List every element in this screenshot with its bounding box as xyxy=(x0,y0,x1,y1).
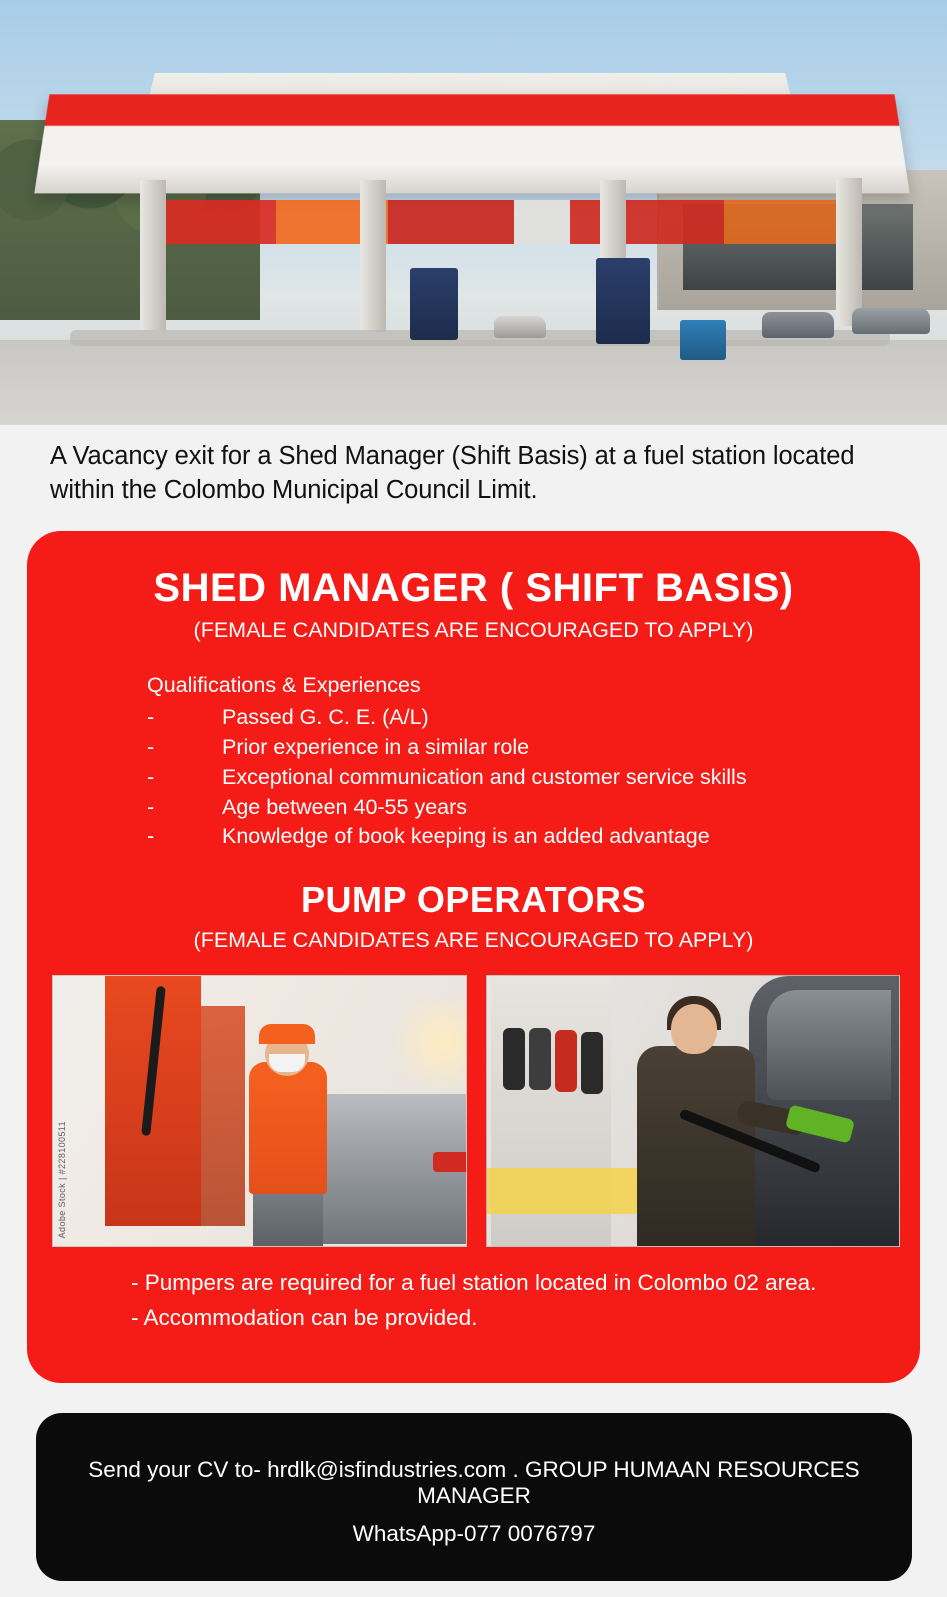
canopy-pillar xyxy=(360,180,386,332)
operator-head xyxy=(671,1004,717,1054)
fuel-nozzle xyxy=(503,1028,525,1090)
pump-operator-notes xyxy=(131,1266,891,1336)
list-item xyxy=(147,703,887,733)
list-item xyxy=(147,733,887,763)
face-mask xyxy=(269,1054,305,1072)
footer-whatsapp-line[interactable]: WhatsApp-077 0076797 xyxy=(352,1521,596,1546)
bullet-dash: - xyxy=(147,734,155,759)
fuel-station-hero-image xyxy=(0,0,947,425)
photo-attendant-fueling-car xyxy=(52,975,467,1247)
bullet-dash: - xyxy=(147,764,155,789)
note-line: - Accommodation can be provided. xyxy=(131,1304,478,1330)
attendant-cap xyxy=(259,1024,315,1044)
parked-car xyxy=(494,316,546,338)
note-line: - Pumpers are required for a fuel station located in Colombo 02 area. xyxy=(131,1270,817,1295)
fuel-nozzle xyxy=(529,1028,551,1090)
bullet-dash: - xyxy=(147,704,155,729)
intro-paragraph: A Vacancy exit for a Shed Manager (Shift Basis) at a fuel station located within the Colombo Municipal Council Limit. xyxy=(50,442,855,504)
job-title-shed-manager: SHED MANAGER ( SHIFT BASIS) xyxy=(153,566,794,610)
fuel-nozzle xyxy=(581,1032,603,1094)
canopy-pillar xyxy=(140,180,166,330)
job-subtitle-pump-operators: (FEMALE CANDIDATES ARE ENCOURAGED TO APPLY) xyxy=(193,928,754,952)
parked-car xyxy=(852,308,930,334)
qualification-text: Knowledge of book keeping is an added advantage xyxy=(222,824,710,849)
bullet-dash: - xyxy=(147,824,155,849)
fuel-nozzle xyxy=(555,1030,577,1092)
contact-footer xyxy=(36,1413,912,1581)
job-title-pump-operators: PUMP OPERATORS xyxy=(300,879,647,920)
list-item xyxy=(147,822,887,852)
canopy-pillar xyxy=(836,178,862,326)
bullet-dash: - xyxy=(147,794,155,819)
car-window xyxy=(767,990,891,1100)
qualification-text: Prior experience in a similar role xyxy=(222,734,530,759)
parked-car xyxy=(762,312,834,338)
fuel-dispenser xyxy=(596,258,650,344)
sun-flare xyxy=(383,998,467,1088)
qualification-text: Exceptional communication and customer service skills xyxy=(222,764,747,789)
footer-email-line[interactable]: Send your CV to- hrdlk@isfindustries.com . GROUP HUMAAN RESOURCES MANAGER xyxy=(88,1457,860,1508)
forecourt-ground xyxy=(0,340,947,425)
attendant-uniform xyxy=(249,1062,327,1194)
operator-jacket xyxy=(637,1046,755,1246)
qualifications-block xyxy=(147,671,887,852)
fuel-dispenser-secondary xyxy=(201,1006,245,1226)
canopy-sign-band xyxy=(150,200,850,244)
photo-woman-fueling-car xyxy=(486,975,901,1247)
job-subtitle-shed-manager: (FEMALE CANDIDATES ARE ENCOURAGED TO APPLY) xyxy=(193,618,754,642)
qualification-text: Age between 40-55 years xyxy=(222,794,468,819)
fuel-dispenser xyxy=(410,268,458,340)
qualifications-heading: Qualifications & Experiences xyxy=(147,673,421,697)
qualification-text: Passed G. C. E. (A/L) xyxy=(222,704,429,729)
stock-photo-watermark: Adobe Stock | #228100511 xyxy=(57,1120,67,1238)
station-canopy xyxy=(34,94,909,193)
car-taillight xyxy=(433,1152,467,1172)
qualifications-list xyxy=(147,703,887,852)
service-bin xyxy=(680,320,726,360)
pump-operator-photos xyxy=(52,975,900,1247)
list-item xyxy=(147,793,887,823)
list-item xyxy=(147,763,887,793)
vacancy-details-card xyxy=(27,531,920,1383)
